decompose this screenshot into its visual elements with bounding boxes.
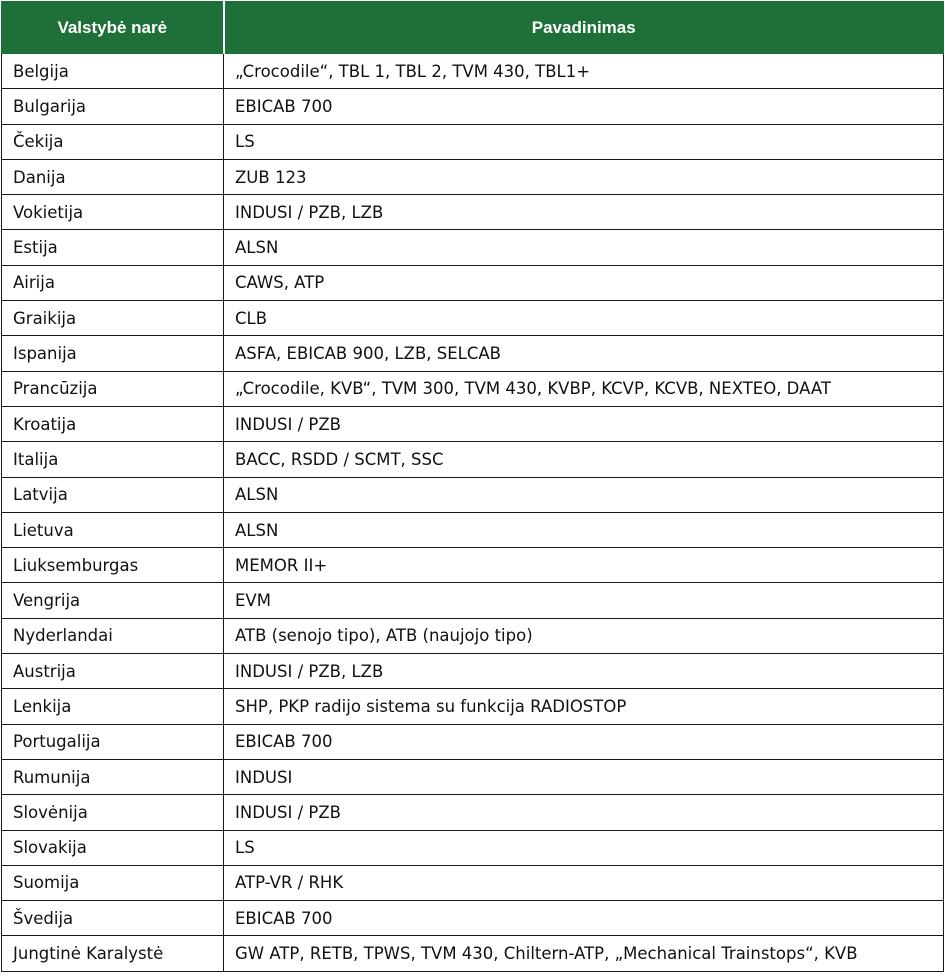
cell-member-state: Portugalija xyxy=(2,724,224,759)
table-row xyxy=(2,654,944,689)
table-row xyxy=(2,901,944,936)
cell-member-state: Latvija xyxy=(2,477,224,512)
cell-member-state: Lietuva xyxy=(2,512,224,547)
cell-system-name: EVM xyxy=(224,583,944,618)
cell-member-state: Italija xyxy=(2,442,224,477)
cell-member-state: Kroatija xyxy=(2,406,224,441)
table-row xyxy=(2,301,944,336)
cell-system-name: EBICAB 700 xyxy=(224,724,944,759)
cell-member-state: Vokietija xyxy=(2,195,224,230)
table-row xyxy=(2,724,944,759)
table-row xyxy=(2,371,944,406)
cell-member-state: Švedija xyxy=(2,901,224,936)
table-row xyxy=(2,406,944,441)
cell-system-name: SHP, PKP radijo sistema su funkcija RADIOSTOP xyxy=(224,689,944,724)
cell-member-state: Slovėnija xyxy=(2,795,224,830)
cell-member-state: Austrija xyxy=(2,654,224,689)
column-header-member-state: Valstybė narė xyxy=(2,2,224,54)
cell-system-name: INDUSI / PZB, LZB xyxy=(224,195,944,230)
table-row xyxy=(2,795,944,830)
cell-system-name: LS xyxy=(224,830,944,865)
cell-system-name: ATP-VR / RHK xyxy=(224,865,944,900)
cell-system-name: BACC, RSDD / SCMT, SSC xyxy=(224,442,944,477)
cell-system-name: ZUB 123 xyxy=(224,159,944,194)
cell-system-name: MEMOR II+ xyxy=(224,548,944,583)
table-row xyxy=(2,865,944,900)
cell-member-state: Rumunija xyxy=(2,759,224,794)
cell-member-state: Jungtinė Karalystė xyxy=(2,936,224,971)
cell-member-state: Estija xyxy=(2,230,224,265)
cell-system-name: LS xyxy=(224,124,944,159)
cell-system-name: ALSN xyxy=(224,512,944,547)
table-row xyxy=(2,936,944,971)
cell-system-name: ALSN xyxy=(224,230,944,265)
table-row xyxy=(2,830,944,865)
table-row xyxy=(2,230,944,265)
data-table-container xyxy=(1,1,943,972)
table-row xyxy=(2,54,944,89)
table-row xyxy=(2,689,944,724)
table-row xyxy=(2,124,944,159)
cell-system-name: GW ATP, RETB, TPWS, TVM 430, Chiltern-ATP, „Mechanical Trainstops“, KVB xyxy=(224,936,944,971)
cell-system-name: „Crocodile“, TBL 1, TBL 2, TVM 430, TBL1+ xyxy=(224,54,944,89)
cell-system-name: ATB (senojo tipo), ATB (naujojo tipo) xyxy=(224,618,944,653)
table-header-row xyxy=(2,2,944,54)
systems-table xyxy=(1,1,944,972)
table-row xyxy=(2,477,944,512)
cell-member-state: Ispanija xyxy=(2,336,224,371)
cell-member-state: Nyderlandai xyxy=(2,618,224,653)
table-row xyxy=(2,759,944,794)
cell-system-name: EBICAB 700 xyxy=(224,89,944,124)
cell-member-state: Belgija xyxy=(2,54,224,89)
cell-member-state: Lenkija xyxy=(2,689,224,724)
cell-member-state: Suomija xyxy=(2,865,224,900)
table-row xyxy=(2,583,944,618)
cell-member-state: Vengrija xyxy=(2,583,224,618)
table-row xyxy=(2,442,944,477)
cell-system-name: INDUSI / PZB xyxy=(224,795,944,830)
cell-member-state: Prancūzija xyxy=(2,371,224,406)
cell-system-name: CAWS, ATP xyxy=(224,265,944,300)
cell-member-state: Čekija xyxy=(2,124,224,159)
cell-system-name: INDUSI xyxy=(224,759,944,794)
cell-system-name: CLB xyxy=(224,301,944,336)
column-header-name: Pavadinimas xyxy=(224,2,944,54)
cell-member-state: Slovakija xyxy=(2,830,224,865)
cell-system-name: EBICAB 700 xyxy=(224,901,944,936)
cell-member-state: Graikija xyxy=(2,301,224,336)
cell-system-name: ALSN xyxy=(224,477,944,512)
table-row xyxy=(2,89,944,124)
table-row xyxy=(2,265,944,300)
cell-member-state: Liuksemburgas xyxy=(2,548,224,583)
cell-system-name: INDUSI / PZB, LZB xyxy=(224,654,944,689)
table-row xyxy=(2,548,944,583)
table-row xyxy=(2,159,944,194)
cell-system-name: INDUSI / PZB xyxy=(224,406,944,441)
table-row xyxy=(2,336,944,371)
cell-system-name: „Crocodile, KVB“, TVM 300, TVM 430, KVBP, KCVP, KCVB, NEXTEO, DAAT xyxy=(224,371,944,406)
table-row xyxy=(2,618,944,653)
cell-member-state: Danija xyxy=(2,159,224,194)
cell-member-state: Bulgarija xyxy=(2,89,224,124)
table-row xyxy=(2,195,944,230)
cell-member-state: Airija xyxy=(2,265,224,300)
cell-system-name: ASFA, EBICAB 900, LZB, SELCAB xyxy=(224,336,944,371)
table-row xyxy=(2,512,944,547)
